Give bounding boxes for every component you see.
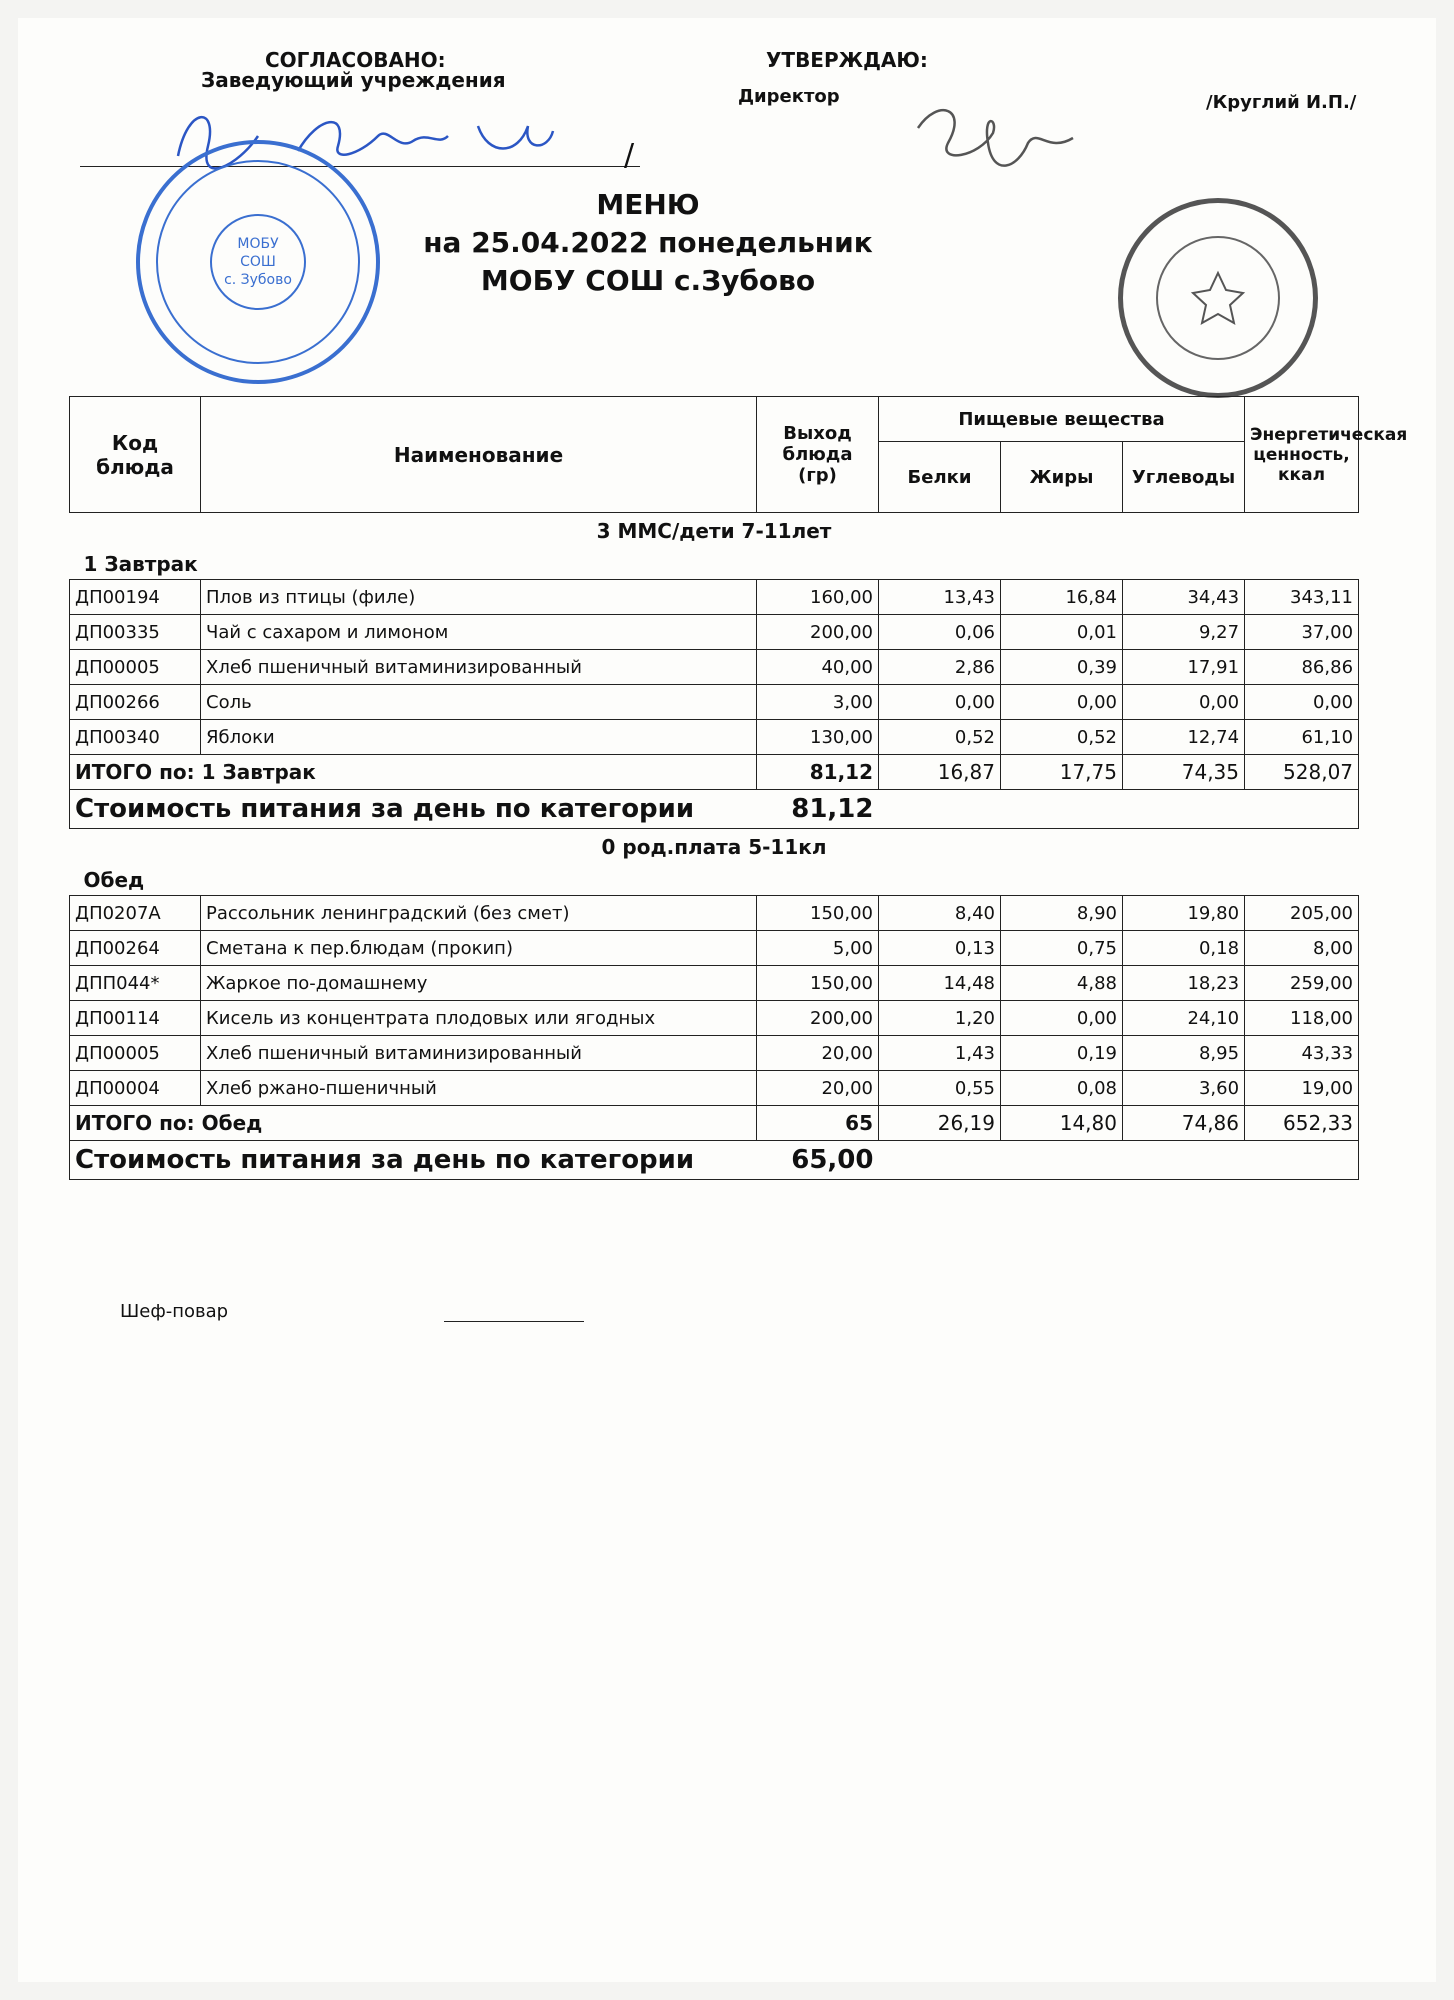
table-row: ДПП044* Жаркое по-домашнему 150,00 14,48 4,88 18,23 259,00 bbox=[70, 966, 1359, 1001]
cost-row: Стоимость питания за день по категории 65,00 bbox=[70, 1141, 1359, 1180]
category-label: 0 род.плата 5-11кл bbox=[601, 835, 827, 859]
col-header-yield: Выход блюда (гр) bbox=[757, 397, 879, 513]
menu-title: МЕНЮ на 25.04.2022 понедельник МОБУ СОШ с.Зубово bbox=[423, 188, 873, 297]
col-header-carbs: Углеводы bbox=[1123, 442, 1245, 513]
col-header-energy: Энергетическая ценность, ккал bbox=[1245, 397, 1359, 513]
table-row: ДП00114 Кисель из концентрата плодовых или ягодных 200,00 1,20 0,00 24,10 118,00 bbox=[70, 1001, 1359, 1036]
table-row: ДП00264 Сметана к пер.блюдам (прокип) 5,00 0,13 0,75 0,18 8,00 bbox=[70, 931, 1359, 966]
organization-stamp: МОБУ СОШ с. Зубово bbox=[136, 140, 380, 384]
col-header-name: Наименование bbox=[201, 397, 757, 513]
meal-label: Обед bbox=[70, 865, 1359, 896]
table-row: ДП00005 Хлеб пшеничный витаминизированный 40,00 2,86 0,39 17,91 86,86 bbox=[70, 650, 1359, 685]
meal-label: 1 Завтрак bbox=[70, 549, 1359, 580]
col-header-protein: Белки bbox=[879, 442, 1001, 513]
school-seal bbox=[1118, 198, 1318, 398]
col-header-fat: Жиры bbox=[1001, 442, 1123, 513]
menu-table bbox=[69, 396, 1408, 1180]
document-page: СОГЛАСОВАНО: Заведующий учреждения / МОБУ СОШ с. Зубово УТВЕРЖДАЮ: Директор /Круглий И.П./ МЕНЮ на 25.04.2022 понедельник МОБУ СОШ с.Зубово Код блюда Наименование Выход блюда (гр) Пищевые вещества Энергетическая ценность, ккал Белки Жиры Углеводы 3 ММС/дети 7-11лет 1 Завтрак ДП00194 Плов из птицы (филе) 160,00 13,43 16,84 34,43 343,11 ДП00335 Чай с сахаром и лимоном 200,00 0,06 0,01 9,27 37,00 ДП00005 Хлеб пшеничный витаминизированный 40,00 2,86 0,39 17,91 86,86 ДП00266 Соль 3,00 0,00 0,00 0,00 0,00 ДП00340 Яблоки 130,00 0,52 0,52 12,74 61,10 ИТОГО по: 1 Завтрак 81,12 16,87 17,75 74,35 528,07 Стоимость питания за день по категории 81,12 0 род.плата 5-11кл Обед ДП0207А Рассольник ленинградский (без смет) 150,00 8,40 8,90 19,80 205,00 ДП00264 Сметана к пер.блюдам (прокип) 5,00 0,13 0,75 0,18 8,00 ДПП044* Жаркое по-домашнему 150,00 14,48 4,88 18,23 259,00 ДП00114 Кисель из концентрата плодовых или ягодных 200,00 1,20 0,00 24,10 118,00 ДП00005 Хлеб пшеничный витаминизированный 20,00 1,43 0,19 8,95 43,33 ДП00004 Хлеб ржано-пшеничный 20,00 0,55 0,08 3,60 19,00 ИТОГО по: Обед 65 26,19 14,80 74,86 652,33 Стоимость питания за день по категории 65,00 Шеф-повар bbox=[18, 18, 1436, 1982]
table-row: ДП00335 Чай с сахаром и лимоном 200,00 0,06 0,01 9,27 37,00 bbox=[70, 615, 1359, 650]
cost-row: Стоимость питания за день по категории 81,12 bbox=[70, 790, 1359, 829]
chef-signature-line bbox=[444, 1321, 584, 1322]
col-header-nutrients: Пищевые вещества bbox=[879, 397, 1245, 442]
approve-label: УТВЕРЖДАЮ: bbox=[766, 48, 928, 72]
approve-name: /Круглий И.П./ bbox=[1206, 92, 1357, 113]
table-row: ДП00340 Яблоки 130,00 0,52 0,52 12,74 61,10 bbox=[70, 720, 1359, 755]
table-row: ДП00194 Плов из птицы (филе) 160,00 13,43 16,84 34,43 343,11 bbox=[70, 580, 1359, 615]
table-row: ДП0207А Рассольник ленинградский (без смет) 150,00 8,40 8,90 19,80 205,00 bbox=[70, 896, 1359, 931]
emblem-icon bbox=[1188, 268, 1248, 328]
total-row: ИТОГО по: 1 Завтрак 81,12 16,87 17,75 74,35 528,07 bbox=[70, 755, 1359, 790]
category-label: 3 ММС/дети 7-11лет bbox=[596, 519, 832, 543]
director-signature bbox=[898, 88, 1098, 198]
agreed-position: Заведующий учреждения bbox=[201, 68, 506, 92]
total-row: ИТОГО по: Обед 65 26,19 14,80 74,86 652,33 bbox=[70, 1106, 1359, 1141]
table-row: ДП00266 Соль 3,00 0,00 0,00 0,00 0,00 bbox=[70, 685, 1359, 720]
col-header-code: Код блюда bbox=[70, 397, 201, 513]
table-row: ДП00005 Хлеб пшеничный витаминизированный 20,00 1,43 0,19 8,95 43,33 bbox=[70, 1036, 1359, 1071]
approve-position: Директор bbox=[738, 86, 840, 107]
chef-label: Шеф-повар bbox=[120, 1301, 229, 1322]
agreed-label: СОГЛАСОВАНО: bbox=[265, 48, 446, 72]
table-row: ДП00004 Хлеб ржано-пшеничный 20,00 0,55 0,08 3,60 19,00 bbox=[70, 1071, 1359, 1106]
